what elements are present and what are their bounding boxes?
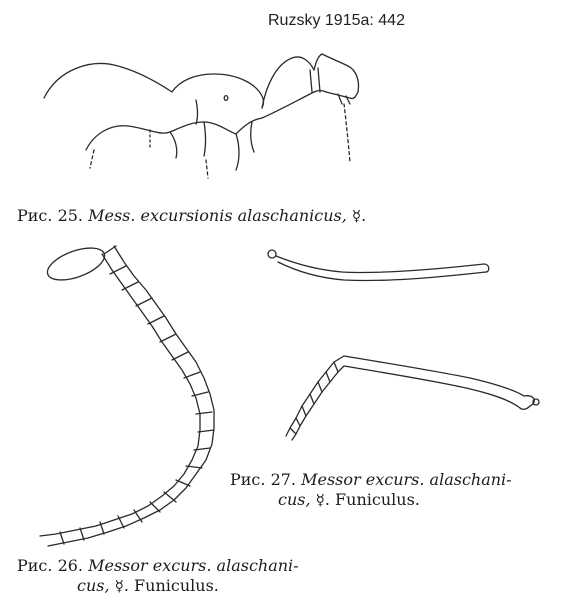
fig27-line2b: . Funiculus. bbox=[324, 490, 420, 509]
fig27-worker-symbol: ☿ bbox=[315, 491, 325, 509]
fig27-caption bbox=[230, 470, 512, 510]
fig26-line2a: cus, bbox=[77, 576, 115, 595]
fig26-line2b: . Funiculus. bbox=[123, 576, 219, 595]
fig27-line2a: cus, bbox=[278, 490, 316, 509]
fig26-drawing bbox=[40, 242, 214, 546]
fig27-scape-upper bbox=[268, 250, 489, 281]
fig26-worker-symbol: ☿ bbox=[114, 577, 124, 595]
fig27-scape-lower bbox=[286, 356, 539, 440]
fig26-label: Рис. 26. bbox=[17, 556, 84, 575]
fig27-line1: Messor excurs. alaschani- bbox=[301, 470, 512, 489]
fig26-line1: Messor excurs. alaschani- bbox=[88, 556, 299, 575]
fig25-caption: Рис. 25. Mess. excursionis alaschanicus, ☿. bbox=[17, 206, 367, 225]
fig25-drawing bbox=[44, 54, 359, 178]
fig26-caption bbox=[17, 556, 299, 596]
citation-label: Ruzsky 1915a: 442 bbox=[268, 12, 405, 29]
fig25-text: Mess. excursionis alaschanicus, bbox=[88, 206, 352, 225]
fig26-line2 bbox=[17, 576, 299, 596]
fig25-worker-symbol: ☿ bbox=[351, 207, 362, 225]
fig27-label: Рис. 27. bbox=[230, 470, 297, 489]
fig25-label: Рис. 25. bbox=[17, 206, 84, 225]
fig27-line2 bbox=[230, 490, 512, 510]
